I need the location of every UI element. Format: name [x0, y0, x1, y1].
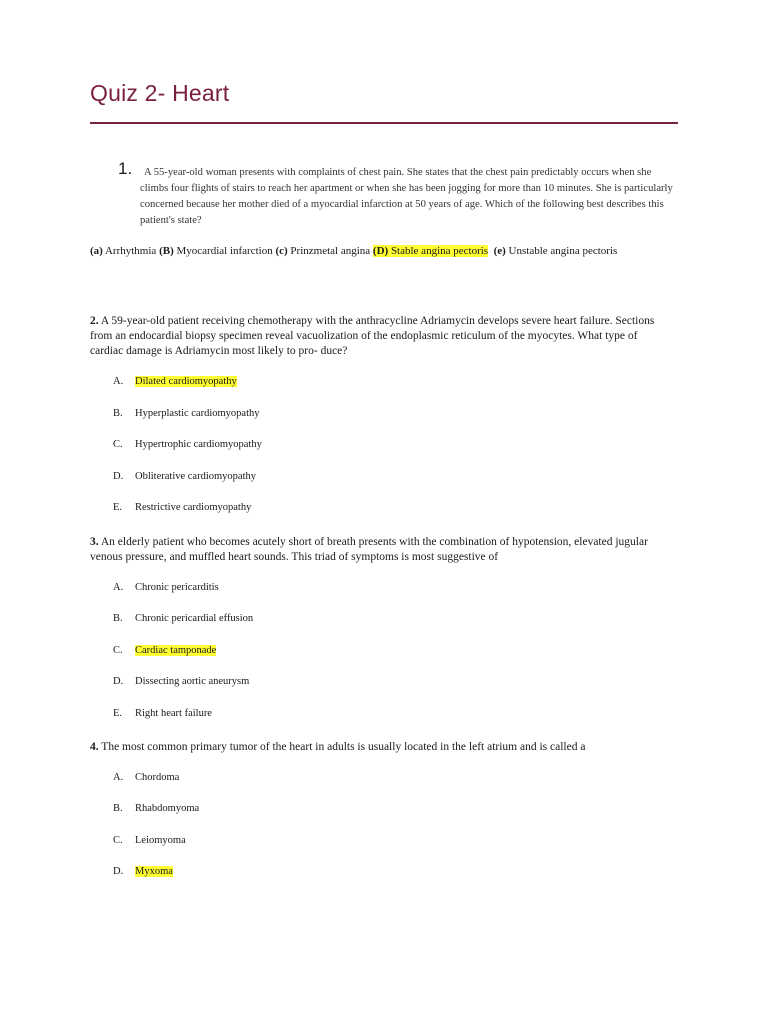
q2-option-d: [113, 471, 256, 482]
q1-answer-d-highlight: [373, 245, 488, 257]
question-2-text: [90, 314, 670, 359]
q1-answer-e-text: Unstable angina pectoris: [508, 245, 618, 257]
q4-option-a: [113, 772, 179, 783]
q3-option-a-letter: A.: [113, 582, 124, 593]
q3-option-b-text: Chronic pericardial effusion: [135, 613, 254, 624]
q1-answer-b-letter: (B): [159, 245, 174, 257]
question-1-answers: [90, 245, 617, 257]
q4-option-a-text: Chordoma: [135, 772, 180, 783]
q4-option-a-letter: A.: [113, 772, 124, 783]
question-4-stem: The most common primary tumor of the heart in adults is usually located in the left atrium and is called a: [101, 741, 586, 753]
question-1-text: [140, 165, 675, 229]
q4-option-d: [113, 866, 173, 877]
q1-answer-e-letter: (e): [493, 245, 506, 257]
q1-answer-a-letter: (a): [90, 245, 103, 257]
q4-option-b-text: Rhabdomyoma: [135, 803, 200, 814]
q3-option-c-text: Cardiac tamponade: [135, 645, 217, 656]
page-title: Quiz 2- Heart: [90, 80, 230, 106]
q1-answer-d-text: Stable angina pectoris: [390, 245, 489, 257]
q2-option-b-text: Hyperplastic cardiomyopathy: [135, 408, 260, 419]
question-2-stem: A 59-year-old patient receiving chemotherapy with the anthracycline Adriamycin develops severe heart failure. Sections from an endocardial biopsy specimen reveal vacuolization of the endoplasmic reticulum of the myocytes. What type of cardiac damage is Adriamycin most likely to pro- duce?: [90, 315, 655, 357]
q4-option-c-letter: C.: [113, 835, 123, 846]
q3-option-a: [113, 582, 219, 593]
q2-option-d-letter: D.: [113, 471, 124, 482]
q2-option-e-text: Restrictive cardiomyopathy: [135, 502, 252, 513]
q2-option-a-text: Dilated cardiomyopathy: [135, 376, 237, 387]
q3-option-d-text: Dissecting aortic aneurysm: [135, 676, 250, 687]
q2-option-e: [113, 502, 251, 513]
q2-option-b-letter: B.: [113, 408, 123, 419]
title-divider: [90, 122, 678, 124]
q4-option-d-text: Myxoma: [135, 866, 173, 877]
q3-option-d: [113, 676, 249, 687]
q3-option-b: [113, 613, 253, 624]
q1-answer-c-text: Prinzmetal angina: [290, 245, 371, 257]
question-3-number: 3.: [90, 536, 99, 548]
q1-answer-b-text: Myocardial infarction: [176, 245, 273, 257]
q4-option-b: [113, 803, 199, 814]
question-4-number: 4.: [90, 741, 99, 753]
question-3-text: [90, 535, 670, 565]
q4-option-c: [113, 835, 186, 846]
q2-option-c-text: Hypertrophic cardiomyopathy: [135, 439, 262, 450]
q3-option-e: [113, 708, 212, 719]
question-1-stem: A 55-year-old woman presents with complaints of chest pain. She states that the chest pain predictably occurs when she climbs four flights of stairs to reach her apartment or when she has been jogging for more than 10 minutes. She is particularly concerned because her mother died of a myocardial infarction at 50 years of age. Which of the following best describes this patient's state?: [140, 167, 673, 226]
question-3-stem: An elderly patient who becomes acutely short of breath presents with the combination of hypotension, elevated jugular venous pressure, and muffled heart sounds. This triad of symptoms is most suggestive of: [90, 536, 648, 563]
q2-option-e-letter: E.: [113, 502, 123, 513]
q2-option-a: [113, 376, 237, 387]
q3-option-c-letter: C.: [113, 645, 123, 656]
q3-option-e-letter: E.: [113, 708, 123, 719]
q1-answer-d-letter: (D): [372, 245, 389, 257]
q2-option-c-letter: C.: [113, 439, 123, 450]
question-2-number: 2.: [90, 315, 99, 327]
q1-answer-a-text: Arrhythmia: [104, 245, 157, 257]
q2-option-d-text: Obliterative cardiomyopathy: [135, 471, 257, 482]
q4-option-d-letter: D.: [113, 866, 124, 877]
q3-option-c: [113, 645, 216, 656]
q3-option-b-letter: B.: [113, 613, 123, 624]
question-4-text: [90, 740, 670, 755]
q2-option-a-letter: A.: [113, 376, 124, 387]
q3-option-d-letter: D.: [113, 676, 124, 687]
q4-option-b-letter: B.: [113, 803, 123, 814]
q1-answer-c-letter: (c): [275, 245, 288, 257]
q2-option-c: [113, 439, 262, 450]
q4-option-c-text: Leiomyoma: [135, 835, 186, 846]
question-1-number: 1.: [118, 159, 133, 178]
q3-option-e-text: Right heart failure: [135, 708, 212, 719]
q2-option-b: [113, 408, 260, 419]
q3-option-a-text: Chronic pericarditis: [135, 582, 219, 593]
